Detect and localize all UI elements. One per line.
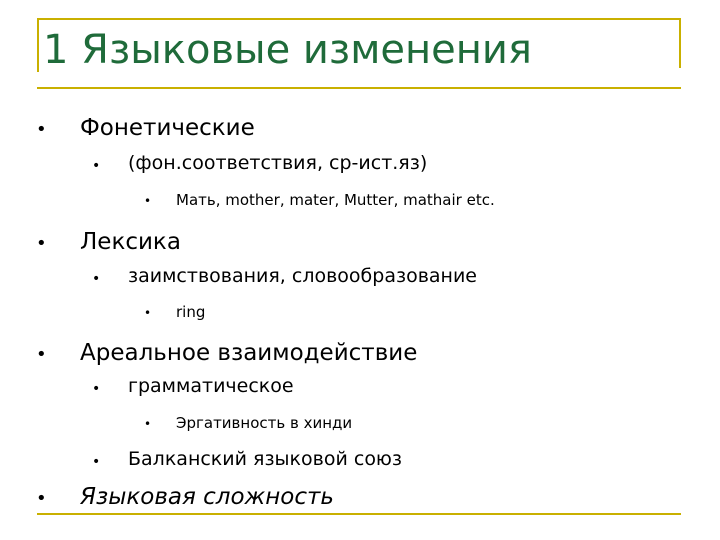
title-underline [37, 87, 681, 89]
frame-bottom-line [37, 513, 681, 515]
bullet-icon: • [36, 119, 47, 140]
frame-top-line [37, 18, 681, 20]
bullet-icon: • [92, 454, 101, 470]
bullet-icon: • [144, 306, 152, 320]
bullet-icon: • [92, 158, 101, 174]
bullet-icon: • [36, 344, 47, 365]
bullet-text: ring [176, 303, 206, 321]
bullet-icon: • [92, 381, 101, 397]
bullet-item-level1 [36, 227, 181, 257]
bullet-item-level1 [36, 338, 418, 368]
bullet-text: (фон.соответствия, ср-ист.яз) [128, 152, 428, 174]
bullet-item-level3 [144, 190, 495, 210]
bullet-text: Фонетические [80, 115, 255, 141]
bullet-item-level3 [144, 413, 353, 433]
bullet-icon: • [36, 233, 47, 254]
bullet-text: грамматическое [128, 375, 294, 397]
bullet-text: Балканский языковой союз [128, 448, 403, 470]
slide-title: 1 Языковые изменения [43, 27, 532, 73]
bullet-icon: • [144, 194, 152, 208]
bullet-item-level2 [92, 151, 428, 176]
bullet-item-level1 [36, 482, 334, 512]
bullet-text: заимствования, словообразование [128, 265, 477, 287]
bullet-text: Ареальное взаимодействие [80, 340, 418, 366]
bullet-item-level3 [144, 302, 206, 322]
bullet-item-level2 [92, 374, 294, 399]
bullet-icon: • [144, 417, 152, 431]
bullet-text: Эргативность в хинди [176, 414, 353, 432]
bullet-item-level1 [36, 113, 255, 143]
frame-left-line [37, 18, 39, 72]
frame-right-line [679, 18, 681, 68]
bullet-text: Мать, mother, mater, Mutter, mathair etc. [176, 191, 495, 209]
bullet-icon: • [36, 488, 47, 509]
bullet-icon: • [92, 271, 101, 287]
bullet-item-level2 [92, 447, 403, 472]
bullet-item-level2 [92, 264, 477, 289]
bullet-text: Языковая сложность [80, 484, 334, 510]
bullet-text: Лексика [80, 229, 181, 255]
